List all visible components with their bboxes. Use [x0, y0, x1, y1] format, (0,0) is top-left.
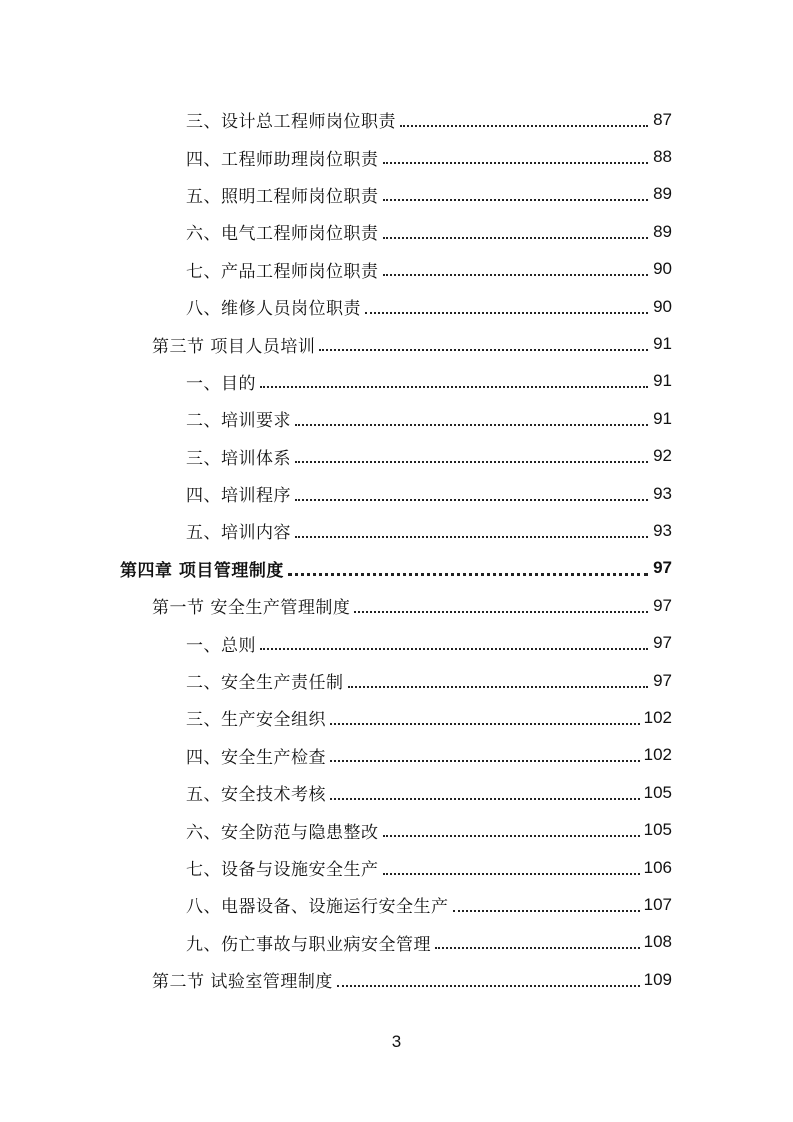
toc-entry[interactable]: [0, 213, 793, 250]
toc-entry[interactable]: [0, 624, 793, 661]
toc-dot-leader: [383, 199, 649, 201]
toc-entry[interactable]: [0, 325, 793, 362]
toc-entry-page: 90: [653, 296, 672, 316]
toc-entry-title: 四、工程师助理岗位职责: [186, 149, 379, 170]
toc-entry[interactable]: [0, 288, 793, 325]
toc-entry[interactable]: [0, 176, 793, 213]
toc-entry[interactable]: [0, 550, 793, 587]
toc-dot-leader: [400, 125, 648, 127]
toc-entry[interactable]: [0, 138, 793, 175]
toc-entry-page: 89: [653, 184, 672, 204]
toc-dot-leader: [383, 835, 640, 837]
toc-entry-page: 97: [653, 558, 672, 578]
toc-dot-leader: [288, 573, 648, 576]
toc-dot-leader: [453, 910, 640, 912]
toc-entry-page: 91: [653, 334, 672, 354]
toc-entry-title: 一、总则: [186, 635, 256, 656]
toc-entry-page: 91: [653, 371, 672, 391]
toc-entry-title: 四、培训程序: [186, 486, 291, 507]
toc-entry-page: 97: [653, 633, 672, 653]
toc-entry-title: 六、电气工程师岗位职责: [186, 224, 379, 245]
toc-entry-title: 九、伤亡事故与职业病安全管理: [186, 934, 431, 955]
toc-entry-page: 102: [643, 745, 672, 765]
toc-entry-title: 第一节 安全生产管理制度: [152, 598, 351, 619]
toc-dot-leader: [383, 873, 640, 875]
toc-entry-title: 二、安全生产责任制: [186, 673, 344, 694]
toc-entry-title: 五、培训内容: [186, 523, 291, 544]
toc-dot-leader: [365, 312, 648, 314]
toc-entry[interactable]: [0, 438, 793, 475]
toc-entry-page: 92: [653, 446, 672, 466]
toc-dot-leader: [295, 424, 648, 426]
toc-entry-page: 108: [643, 932, 672, 952]
toc-entry[interactable]: [0, 886, 793, 923]
table-of-contents: [0, 101, 793, 998]
toc-dot-leader: [383, 237, 649, 239]
toc-entry[interactable]: [0, 363, 793, 400]
toc-dot-leader: [330, 723, 640, 725]
toc-entry-title: 八、维修人员岗位职责: [186, 299, 361, 320]
toc-entry[interactable]: [0, 475, 793, 512]
toc-entry-title: 第二节 试验室管理制度: [152, 972, 333, 993]
toc-entry-page: 106: [643, 857, 672, 877]
toc-dot-leader: [330, 760, 640, 762]
toc-entry-title: 二、培训要求: [186, 411, 291, 432]
toc-entry-page: 91: [653, 408, 672, 428]
toc-entry[interactable]: [0, 101, 793, 138]
toc-entry-title: 五、安全技术考核: [186, 785, 326, 806]
toc-entry[interactable]: [0, 251, 793, 288]
toc-dot-leader: [383, 162, 649, 164]
toc-dot-leader: [295, 461, 648, 463]
toc-dot-leader: [260, 386, 648, 388]
toc-dot-leader: [348, 686, 649, 688]
toc-entry-title: 第三节 项目人员培训: [152, 336, 316, 357]
toc-entry[interactable]: [0, 737, 793, 774]
toc-entry-page: 105: [643, 820, 672, 840]
toc-dot-leader: [354, 611, 648, 613]
toc-entry[interactable]: [0, 924, 793, 961]
toc-entry-page: 97: [653, 595, 672, 615]
toc-entry-page: 109: [643, 969, 672, 989]
toc-entry-title: 一、目的: [186, 373, 256, 394]
toc-entry[interactable]: [0, 961, 793, 998]
toc-entry-title: 三、生产安全组织: [186, 710, 326, 731]
toc-dot-leader: [330, 798, 640, 800]
toc-entry[interactable]: [0, 811, 793, 848]
toc-entry-title: 四、安全生产检查: [186, 747, 326, 768]
toc-entry-page: 107: [643, 894, 672, 914]
toc-entry-page: 89: [653, 221, 672, 241]
toc-entry-title: 七、产品工程师岗位职责: [186, 261, 379, 282]
toc-entry-title: 六、安全防范与隐患整改: [186, 822, 379, 843]
toc-dot-leader: [337, 985, 640, 987]
toc-dot-leader: [295, 536, 648, 538]
toc-entry[interactable]: [0, 849, 793, 886]
toc-entry-title: 五、照明工程师岗位职责: [186, 186, 379, 207]
toc-entry-page: 97: [653, 670, 672, 690]
toc-entry-title: 七、设备与设施安全生产: [186, 860, 379, 880]
toc-dot-leader: [435, 947, 640, 949]
toc-dot-leader: [260, 648, 648, 650]
toc-entry-page: 105: [643, 782, 672, 802]
toc-entry-page: 90: [653, 259, 672, 279]
toc-entry-page: 102: [643, 707, 672, 727]
toc-entry-title: 三、设计总工程师岗位职责: [186, 112, 396, 133]
toc-entry[interactable]: [0, 400, 793, 437]
toc-entry[interactable]: [0, 512, 793, 549]
toc-entry[interactable]: [0, 774, 793, 811]
toc-entry-page: 88: [653, 147, 672, 167]
toc-entry-page: 87: [653, 109, 672, 129]
toc-entry-page: 93: [653, 483, 672, 503]
toc-entry[interactable]: [0, 587, 793, 624]
toc-entry-page: 93: [653, 520, 672, 540]
toc-dot-leader: [319, 349, 648, 351]
toc-dot-leader: [295, 499, 648, 501]
toc-dot-leader: [383, 274, 649, 276]
toc-entry-title: 八、电器设备、设施运行安全生产: [186, 897, 449, 918]
page-number: 3: [391, 1032, 402, 1051]
toc-entry[interactable]: [0, 662, 793, 699]
toc-entry-title: 第四章 项目管理制度: [120, 560, 284, 581]
toc-entry-title: 三、培训体系: [186, 448, 291, 469]
toc-entry[interactable]: [0, 699, 793, 736]
